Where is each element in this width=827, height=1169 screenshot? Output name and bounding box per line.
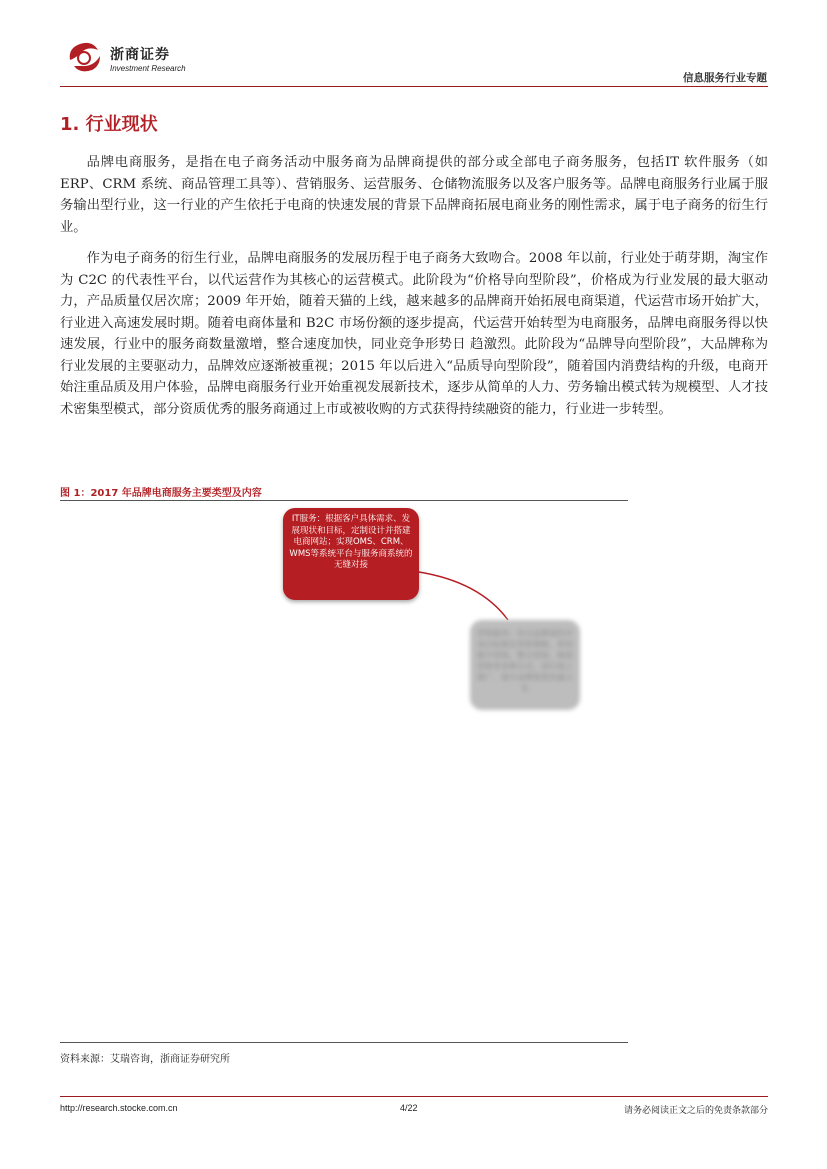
zheshang-logo-icon: [66, 40, 102, 76]
report-type-label: 信息服务行业专题: [683, 72, 767, 84]
figure-bottom-divider: [60, 1042, 628, 1043]
section-title: 1. 行业现状: [60, 114, 158, 135]
figure-title: 图 1：2017 年品牌电商服务主要类型及内容: [60, 488, 262, 499]
footer-disclaimer: 请务必阅读正文之后的免责条款部分: [623, 1106, 768, 1116]
header-divider: [60, 86, 768, 87]
paragraph-2: 作为电子商务的衍生行业，品牌电商服务的发展历程于电子商务大致吻合。2008 年以前，行业处于萌芽期，淘宝作为 C2C 的代表性平台，以代运营作为其核心的运营模式。此阶段为“价格导向型阶段”，价格成为行业发展的最大驱动力，产品质量仅居次席；2009 年开始，随着天猫的上线，越来越多的品牌商开始拓展电商渠道，代运营市场开始扩大，行业进入高速发展时期。随着电商体量和 B2C 市场份额的逐步提高，代运营开始转型为电商服务，品牌电商服务得以快速发展，行业中的服务商数量激增，整合速度加快，同业竞争形势日 趋激烈。此阶段为“品牌导向型阶段”，大品牌称为行业发展的主要驱动力，品牌效应逐渐被重视；2015 年以后进入“品质导向型阶段”，随着国内消费结构的升级，电商开始注重品质及用户体验，品牌电商服务行业开始重视发展新技术，逐步从简单的人力、劳务输出模式转为规模型、人才技术密集型模式，部分资质优秀的服务商通过上市或被收购的方式获得持续融资的能力，行业进一步转型。: [60, 251, 768, 417]
figure-source: 资料来源：艾瑞咨询，浙商证券研究所: [60, 1054, 230, 1065]
footer-divider: [60, 1096, 768, 1097]
connector-line: [419, 572, 508, 620]
logo-subtitle: Investment Research: [110, 64, 186, 73]
diagram-node-it-service: IT服务：根据客户具体需求、发展现状和目标，定制设计并搭建电商网站；实现OMS、CRM、WMS等系统平台与服务商系统的无缝对接: [283, 508, 419, 600]
paragraph-1: 品牌电商服务，是指在电子商务活动中服务商为品牌商提供的部分或全部电子商务服务，包括IT 软件服务（如 ERP、CRM 系统、商品管理工具等）、营销服务、运营服务、仓储物流服务以及客户服务等。品牌电商服务行业属于服务输出型行业，这一行业的产生依托于电商的快速发展的背景下品牌商拓展电商业务的刚性需求，属于电子商务的衍生行业。: [60, 155, 768, 235]
diagram-node-marketing-service: 营销服务：结合品牌商的市场目标制定营销策略，利用数字营销、整合营销、精准营销等多种方式，进行线上推广，提升品牌销售的最大化: [470, 620, 580, 710]
logo-name: 浙商证券: [110, 47, 170, 63]
figure-top-divider: [60, 500, 628, 501]
page-number: 4/22: [400, 1103, 418, 1113]
footer-url-link[interactable]: http://research.stocke.com.cn: [60, 1103, 178, 1113]
